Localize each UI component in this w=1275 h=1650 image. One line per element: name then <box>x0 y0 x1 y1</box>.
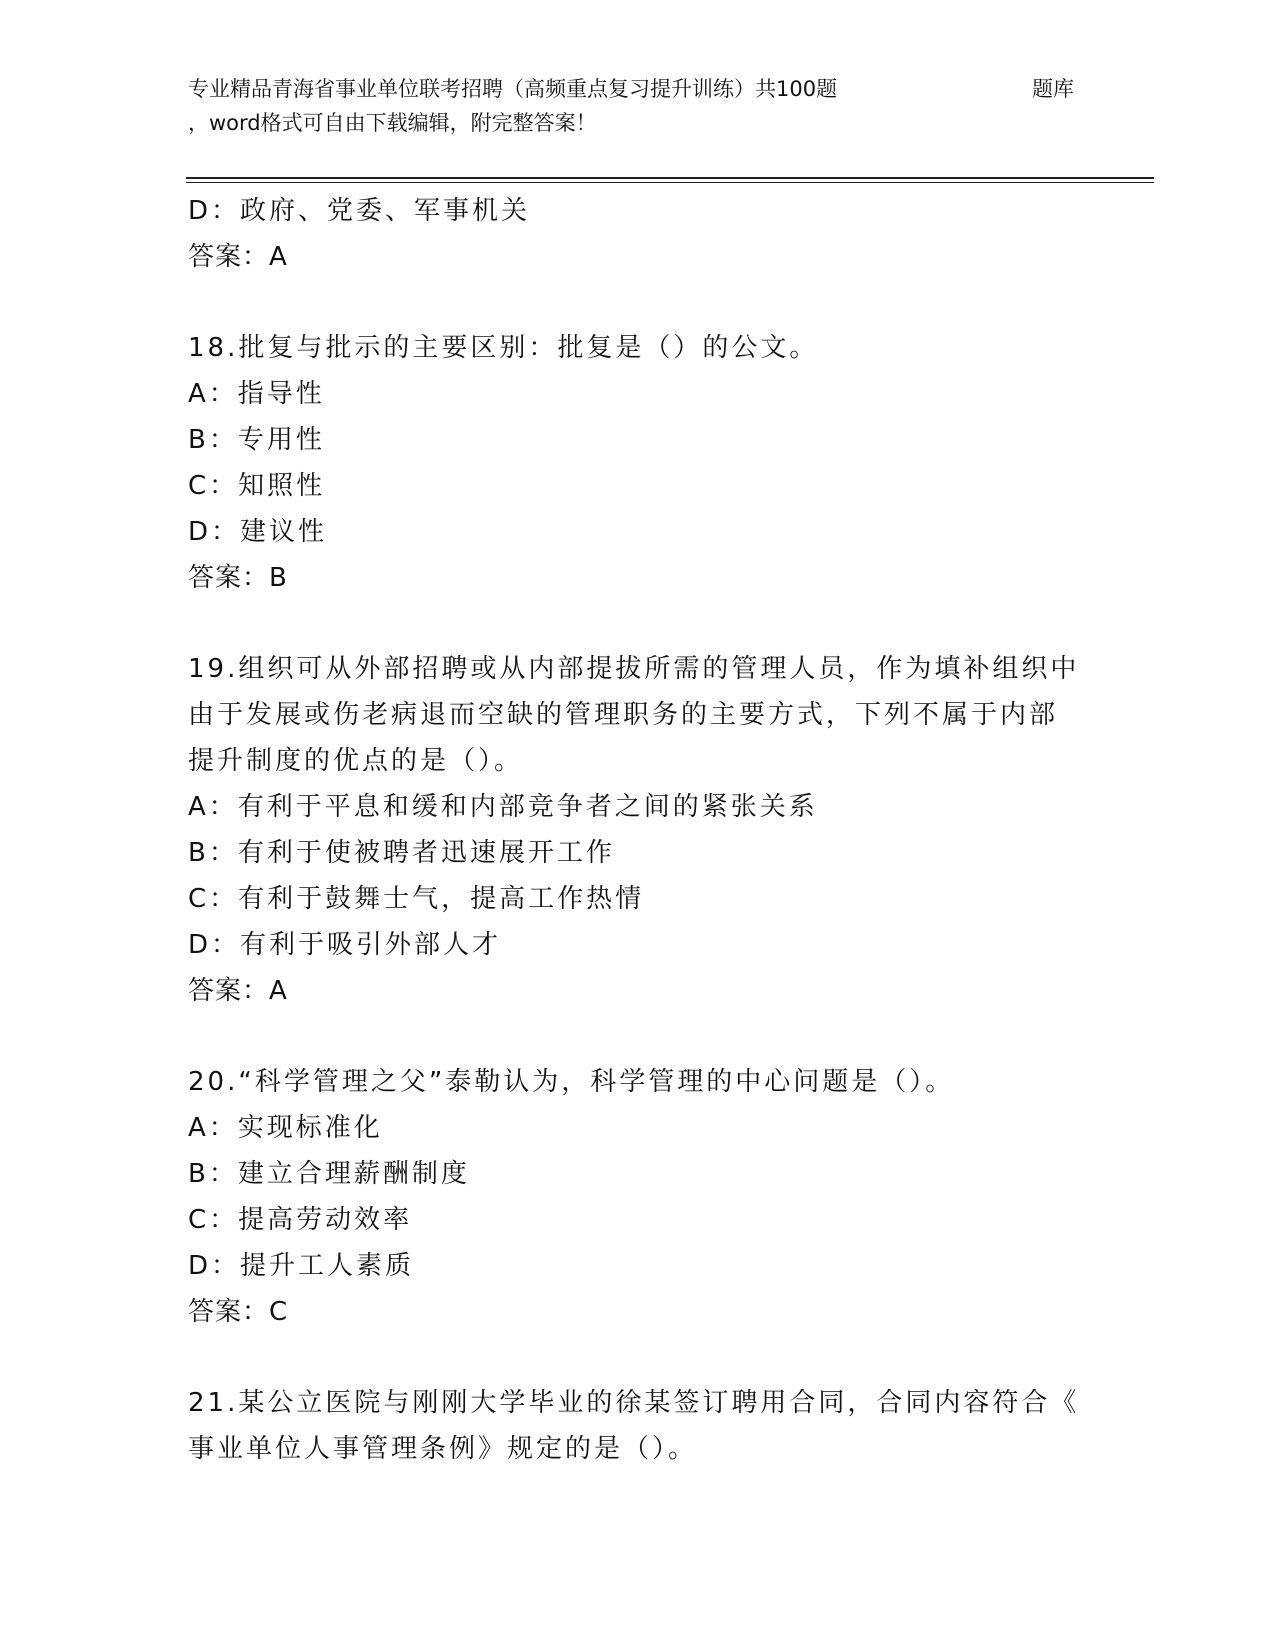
question-text <box>188 325 1088 371</box>
question-line: 21.某公立医院与刚刚大学毕业的徐某签订聘用合同，合同内容符合《 <box>188 1388 1080 1418</box>
answer: 答案：C <box>188 1297 289 1327</box>
option-a: A：有利于平息和缓和内部竞争者之间的紧张关系 <box>188 792 818 822</box>
question-21 <box>188 1380 1088 1472</box>
option-a: A：指导性 <box>188 379 325 409</box>
option-a: A：实现标准化 <box>188 1113 383 1143</box>
spacer <box>188 1335 1088 1380</box>
option-d: D：提升工人素质 <box>188 1251 415 1281</box>
option-b: B：有利于使被聘者迅速展开工作 <box>188 838 615 868</box>
option-d: D：有利于吸引外部人才 <box>188 930 502 960</box>
header-divider <box>186 177 1154 179</box>
question-line: 提升制度的优点的是（）。 <box>188 746 524 776</box>
option-c: C：有利于鼓舞士气，提高工作热情 <box>188 884 645 914</box>
answer: 答案：B <box>188 563 288 593</box>
header-right-label: 题库 <box>1032 77 1074 101</box>
page-header <box>188 72 1168 140</box>
header-line-1 <box>188 72 1168 106</box>
spacer <box>188 1014 1088 1059</box>
option: D：政府、党委、军事机关 <box>188 196 531 226</box>
question-line: 18.批复与批示的主要区别：批复是（）的公文。 <box>188 333 819 363</box>
question-line: 20.“科学管理之父”泰勒认为，科学管理的中心问题是（）。 <box>188 1067 955 1097</box>
question-line: 由于发展或伤老病退而空缺的管理职务的主要方式，下列不属于内部 <box>188 700 1059 730</box>
question-line: 19.组织可从外部招聘或从内部提拔所需的管理人员，作为填补组织中 <box>188 654 1080 684</box>
option-b: B：建立合理薪酬制度 <box>188 1159 470 1189</box>
spacer <box>188 280 1088 325</box>
header-divider-thin <box>186 182 1154 183</box>
header-line-2: ，word格式可自由下载编辑，附完整答案！ <box>188 111 597 135</box>
question-text <box>188 646 1088 784</box>
question-20 <box>188 1059 1088 1335</box>
prev-question-tail <box>188 188 1088 280</box>
question-line: 事业单位人事管理条例》规定的是（）。 <box>188 1434 698 1464</box>
question-text <box>188 1380 1088 1472</box>
answer: 答案：A <box>188 976 288 1006</box>
option-c: C：知照性 <box>188 471 326 501</box>
option-b: B：专用性 <box>188 425 325 455</box>
spacer <box>188 601 1088 646</box>
option-c: C：提高劳动效率 <box>188 1205 413 1235</box>
header-title: 专业精品青海省事业单位联考招聘（高频重点复习提升训练）共100题 <box>188 77 838 101</box>
option-d: D：建议性 <box>188 517 328 547</box>
document-body <box>188 188 1088 1472</box>
answer: 答案：A <box>188 242 288 272</box>
question-19 <box>188 646 1088 1014</box>
question-18 <box>188 325 1088 601</box>
question-text <box>188 1059 1088 1105</box>
